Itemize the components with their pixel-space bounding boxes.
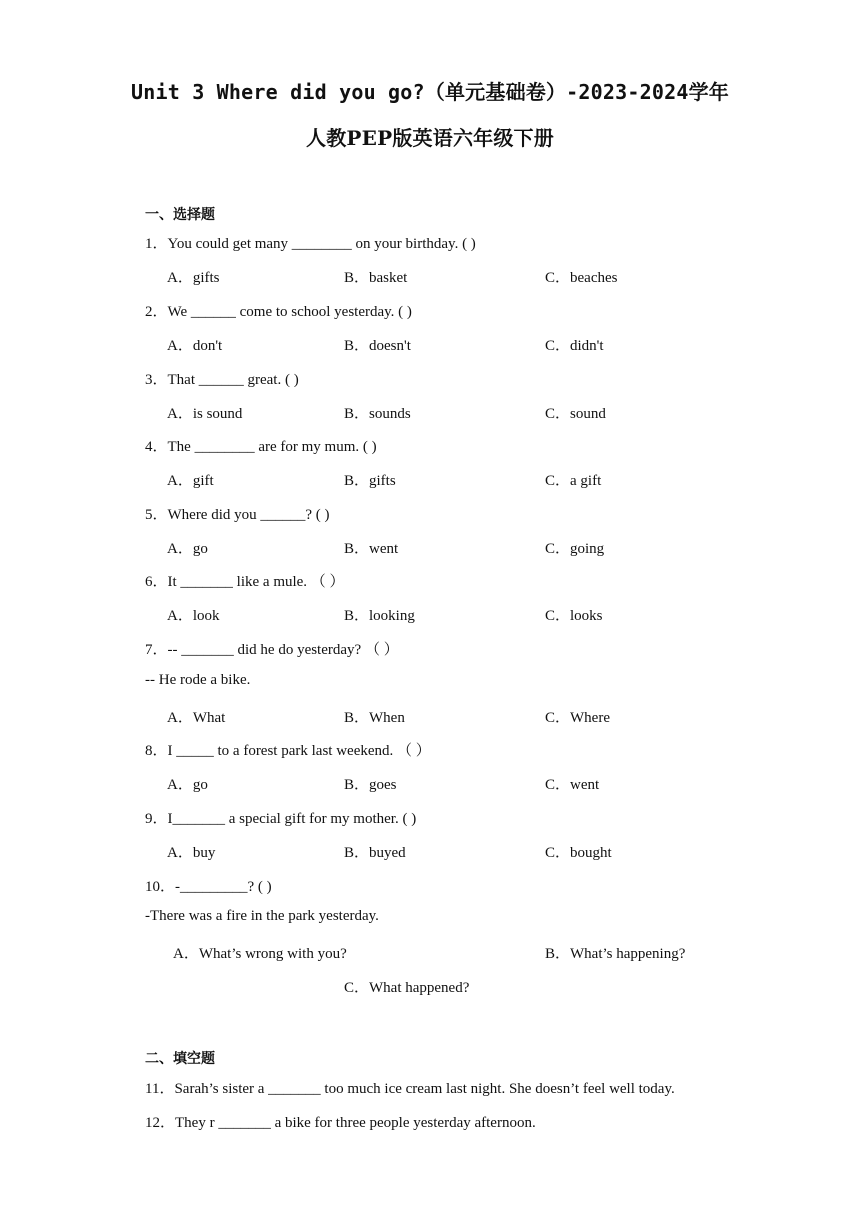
question-text: 10．-_________? ( ) [145, 879, 272, 895]
question-dialogue-line: -- He rode a bike. [145, 672, 251, 688]
question-text: 9．I_______ a special gift for my mother. ( ) [145, 811, 417, 827]
option-c: C．didn't [545, 338, 604, 354]
question-text: 7．-- _______ did he do yesterday? （ ） [145, 642, 399, 658]
fill-question-text: 11．Sarah’s sister a _______ too much ice cream last night. She doesn’t feel well today. [145, 1081, 675, 1097]
option-a: A．gift [167, 473, 214, 489]
option-b: B．buyed [344, 845, 406, 861]
question-text: 4．The ________ are for my mum. ( ) [145, 439, 377, 455]
option-a: A．look [167, 608, 220, 624]
option-b: B．sounds [344, 406, 411, 422]
document-title-line-2: 人教PEP版英语六年级下册 [306, 126, 554, 150]
option-a: A．don't [167, 338, 223, 354]
option-b: B．looking [344, 608, 415, 624]
option-c: C．sound [545, 406, 606, 422]
option-a: A．is sound [167, 406, 243, 422]
question-text: 1．You could get many ________ on your birthday. ( ) [145, 236, 476, 252]
question-text: 5．Where did you ______? ( ) [145, 507, 330, 523]
option-c: C．Where [545, 710, 610, 726]
option-b: B．doesn't [344, 338, 411, 354]
question-text: 8．I _____ to a forest park last weekend. （ ） [145, 743, 431, 759]
option-c: C．looks [545, 608, 603, 624]
option-c: C．beaches [545, 270, 618, 286]
option-b: B．basket [344, 270, 408, 286]
option-a: A．buy [167, 845, 216, 861]
option-a: A．gifts [167, 270, 220, 286]
option-a: A．go [167, 777, 208, 793]
section-heading-fill-in-blank: 二、填空题 [145, 1051, 215, 1067]
option-a: A．What’s wrong with you? [173, 946, 347, 962]
option-c: C．What happened? [344, 980, 470, 996]
option-b: B．goes [344, 777, 397, 793]
option-b: B．What’s happening? [545, 946, 686, 962]
option-c: C．going [545, 541, 605, 557]
option-b: B．went [344, 541, 399, 557]
question-text: 3．That ______ great. ( ) [145, 372, 299, 388]
option-c: C．went [545, 777, 600, 793]
option-a: A．go [167, 541, 208, 557]
question-dialogue-line: -There was a fire in the park yesterday. [145, 908, 379, 924]
section-heading-multiple-choice: 一、选择题 [145, 207, 215, 223]
option-c: C．a gift [545, 473, 602, 489]
document-title-line-1: Unit 3 Where did you go?（单元基础卷）-2023-2024学年 [131, 80, 729, 104]
option-b: B．gifts [344, 473, 396, 489]
option-c: C．bought [545, 845, 612, 861]
fill-question-text: 12．They r _______ a bike for three people yesterday afternoon. [145, 1115, 536, 1131]
option-b: B．When [344, 710, 405, 726]
option-a: A．What [167, 710, 226, 726]
question-text: 6．It _______ like a mule. （ ） [145, 574, 345, 590]
question-text: 2．We ______ come to school yesterday. ( ) [145, 304, 412, 320]
